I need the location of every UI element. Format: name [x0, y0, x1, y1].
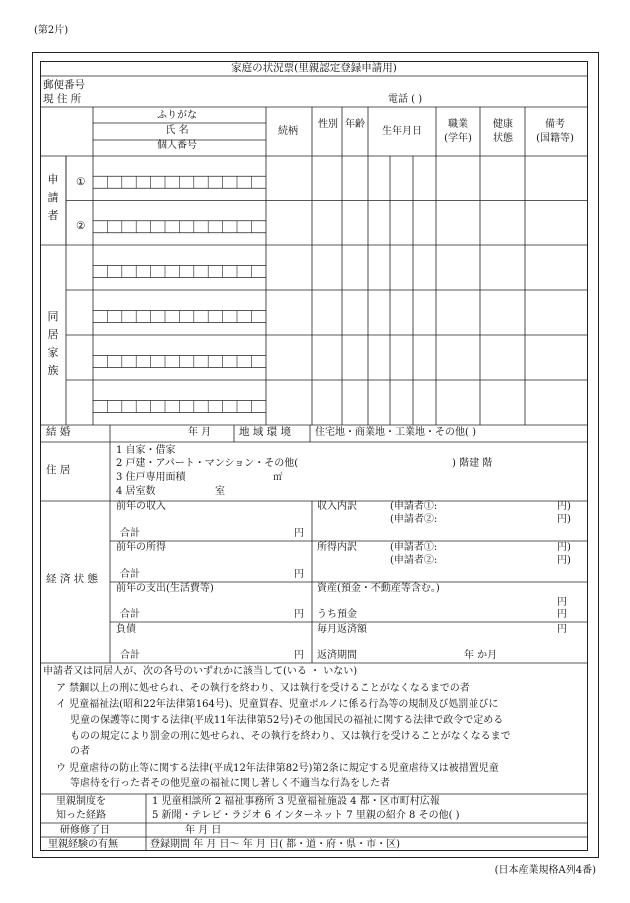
- form-title: 家庭の状況票(里親認定登録申請用): [231, 62, 397, 74]
- income-total-label: 合計: [120, 528, 140, 539]
- age-header: 年齢: [345, 119, 365, 130]
- debt-label: 負債: [116, 624, 136, 635]
- income-applicant1: (申請者①:: [390, 501, 438, 512]
- earnings-detail-label: 所得内訳: [317, 542, 357, 553]
- route-line-1: 1 児童相談所 2 福祉事務所 3 児童福祉施設 4 都・区市町村広報: [152, 796, 440, 807]
- applicant-label: 申請者: [47, 173, 59, 222]
- assets-label: 資産(預金・不動産等含む。): [317, 583, 440, 594]
- earnings-yen: 円: [294, 569, 304, 580]
- form-grid: [40, 61, 588, 851]
- sex-header: [318, 117, 338, 130]
- disqualification-line-3: 児童の保護等に関する法律(平成11年法律第52号)その他国民の福祉に関する法律で政令で定める: [70, 715, 504, 726]
- disqualification-header: 申請者又は同居人が、次の各号のいずれかに該当して(いる ・ いない): [43, 666, 358, 677]
- applicant-number-1: ①: [76, 176, 86, 188]
- income-label: 前年の収入: [116, 501, 166, 512]
- family-label: 同居家族: [47, 310, 59, 377]
- housing-item-1: 1 自家・借家: [116, 445, 176, 456]
- experience-label: 里親経験の有無: [48, 839, 118, 850]
- disqualification-line-4: ものの規定により罰金の刑に処せられ、その執行を終わり、又は執行を受けることがなくなるまで: [70, 731, 511, 742]
- phone-label: 電話 ( ): [388, 94, 423, 105]
- birthdate-header: 生年月日: [382, 126, 422, 137]
- furigana-header: ふりがな: [157, 110, 197, 121]
- housing-item-2: 2 戸建・アパート・マンション・その他(: [116, 458, 299, 469]
- income-yen: 円: [294, 528, 304, 539]
- income-applicant2: (申請者②:: [390, 514, 438, 525]
- period-units: 年 か月: [464, 650, 498, 661]
- remarks-header: 備考: [545, 119, 565, 130]
- expenses-yen: 円: [294, 609, 304, 620]
- route-label-2: 知った経路: [56, 810, 106, 821]
- earnings-applicant2-yen: 円): [557, 555, 571, 566]
- disqualification-line-2: イ 児童福祉法(昭和22年法律第164号)、児童買春、児童ポルノに係る行為等の規制及び処罰並びに: [56, 699, 499, 710]
- expenses-total-label: 合計: [120, 609, 140, 620]
- debt-yen: 円: [294, 650, 304, 661]
- savings-label: うち預金: [317, 609, 357, 620]
- marriage-label: 結 婚: [46, 426, 71, 438]
- relationship-header: 続柄: [278, 126, 298, 137]
- remarks-sub-header: (国籍等): [536, 133, 574, 144]
- occupation-sub-header: (学年): [444, 133, 472, 144]
- monthly-yen: 円: [557, 624, 567, 635]
- region-value: 住宅地・商業地・工業地・その他( ): [315, 427, 476, 438]
- expenses-label: 前年の支出(生活費等): [116, 583, 214, 594]
- disqualification-line-1: ア 禁錮以上の刑に処せられ、その執行を終わり、又は執行を受けることがなくなるまでの者: [56, 683, 470, 694]
- earnings-applicant1: (申請者①:: [390, 542, 438, 553]
- housing-floors: ) 階建 階: [452, 458, 493, 469]
- earnings-label: 前年の所得: [116, 542, 166, 553]
- sex-header-text: 性別: [318, 119, 338, 130]
- marriage-years: 年 月: [188, 427, 212, 438]
- earnings-applicant2: (申請者②:: [390, 555, 438, 566]
- experience-value: 登録期間 年 月 日〜 年 月 日( 都・道・府・県・市・区): [150, 839, 401, 850]
- earnings-applicant1-yen: 円): [557, 542, 571, 553]
- form-table: [40, 61, 588, 851]
- region-label: 地 域 環 境: [239, 426, 292, 438]
- disqualification-line-5: の者: [70, 746, 90, 757]
- training-label: 研修修了日: [60, 825, 110, 836]
- housing-rooms-unit: 室: [215, 486, 225, 497]
- route-line-2: 5 新聞・テレビ・ラジオ 6 インターネット 7 里親の紹介 8 その他( ): [152, 810, 460, 821]
- assets-yen: 円: [557, 597, 567, 608]
- earnings-total-label: 合計: [120, 569, 140, 580]
- name-header: 氏 名: [165, 125, 189, 136]
- address-label: 現 住 所: [43, 93, 82, 105]
- footer-note: (日本産業規格A列4番): [494, 865, 596, 876]
- housing-item-4: 4 居室数: [116, 486, 156, 497]
- housing-item-3: 3 住戸専用面積: [116, 472, 186, 483]
- page-label: (第2片): [34, 25, 69, 36]
- savings-yen: 円: [557, 609, 567, 620]
- housing-area-unit: ㎡: [273, 472, 283, 483]
- occupation-header: 職業: [448, 119, 468, 130]
- monthly-label: 毎月返済額: [317, 624, 367, 635]
- health-header: 健康: [493, 119, 513, 130]
- disqualification-line-7: 等虐待を行った者その他児童の福祉に関し著しく不適当な行為をした者: [70, 778, 390, 789]
- health-sub-header: 状態: [493, 133, 513, 144]
- housing-label: 住 居: [46, 464, 71, 476]
- disqualification-line-6: ウ 児童虐待の防止等に関する法律(平成12年法律第82号)第2条に規定する児童虐待又は被措置児童: [56, 763, 499, 774]
- route-label-1: 里親制度を: [56, 796, 106, 807]
- training-value: 年 月 日: [185, 825, 222, 836]
- economy-label: 経 済 状 態: [46, 573, 99, 585]
- applicant-number-2: ②: [76, 220, 86, 232]
- postal-code-label: 郵便番号: [43, 79, 85, 91]
- debt-total-label: 合計: [120, 650, 140, 661]
- income-applicant2-yen: 円): [557, 514, 571, 525]
- personal-number-header: 個人番号: [157, 140, 197, 151]
- period-label: 返済期間: [317, 650, 357, 661]
- income-detail-label: 収入内訳: [317, 501, 357, 512]
- income-applicant1-yen: 円): [557, 501, 571, 512]
